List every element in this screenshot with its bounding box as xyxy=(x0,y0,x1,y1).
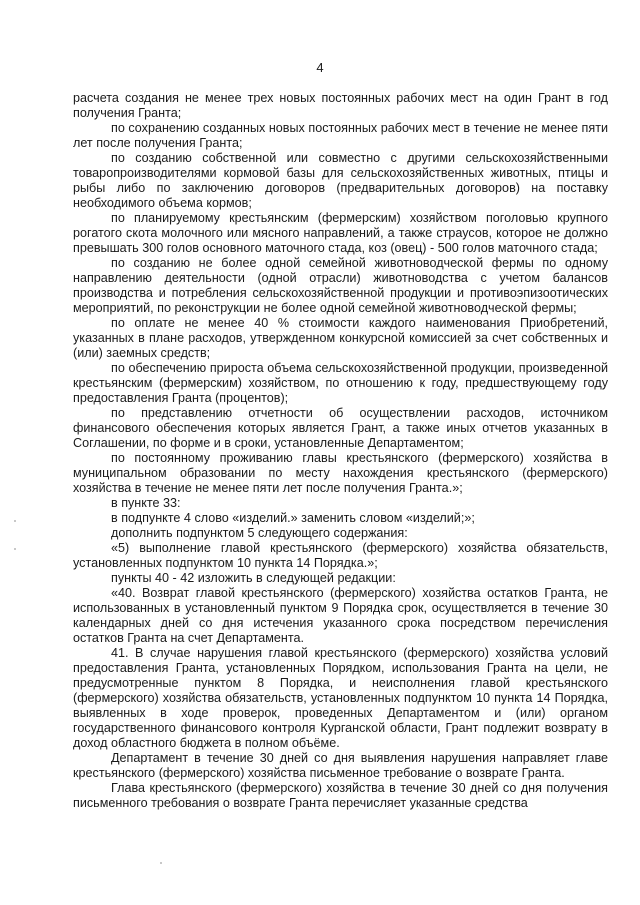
paragraph-6: по оплате не менее 40 % стоимости каждого наименования Приобретений, указанных в плане расходов, утвержденном конкурсной комиссией за счет собственных и (или) заемных средств; xyxy=(73,316,608,360)
paragraph-10: в пункте 33: xyxy=(111,496,181,510)
paragraph-14: пункты 40 - 42 изложить в следующей редакции: xyxy=(111,571,396,585)
paragraph-8: по представлению отчетности об осуществлении расходов, источником финансового обеспечения которых является Грант, а также иных отчетов указанных в Соглашении, по форме и в сроки, установленные Департаментом; xyxy=(73,406,608,450)
paragraph-7: по обеспечению прироста объема сельскохозяйственной продукции, произведенной крестьянским (фермерским) хозяйством, по отношению к году, предшествующему году предоставления Гранта (процентов); xyxy=(73,361,608,405)
paragraph-9: по постоянному проживанию главы крестьянского (фермерского) хозяйства в муниципальном образовании по месту нахождения крестьянского (фермерского) хозяйства в течение не менее пяти лет после получения Гранта.»; xyxy=(73,451,608,495)
paragraph-17: Департамент в течение 30 дней со дня выявления нарушения направляет главе крестьянского (фермерского) хозяйства письменное требование о возврате Гранта. xyxy=(73,751,608,780)
paragraph-4: по планируемому крестьянским (фермерским) хозяйством поголовью крупного рогатого скота молочного или мясного направлений, а также страусов, которое не должно превышать 300 голов основного маточного стада, коз (овец) - 500 голов маточного стада; xyxy=(73,211,608,255)
paragraph-1: расчета создания не менее трех новых постоянных рабочих мест на один Грант в год получения Гранта; xyxy=(73,91,608,120)
paragraph-3: по созданию собственной или совместно с другими сельскохозяйственными товаропроизводителями кормовой базы для сельскохозяйственных животных, птицы и рыбы либо по заключению договоров (предварительных договоров) на поставку необходимого объема кормов; xyxy=(73,151,608,210)
paragraph-5: по созданию не более одной семейной животноводческой фермы по одному направлению деятельности (одной отрасли) животноводства с учетом балансов производства и потребления сельскохозяйственной продукции и противоэпизоотических мероприятий, по реконструкции не более одной семейной животноводческой фермы; xyxy=(73,256,608,315)
paragraph-11: в подпункте 4 слово «изделий.» заменить словом «изделий;»; xyxy=(111,511,475,525)
page-number: 4 xyxy=(316,60,324,75)
paragraph-16: 41. В случае нарушения главой крестьянского (фермерского) хозяйства условий предоставления Гранта, установленных Порядком, использования Гранта на цели, не предусмотренные пунктом 8 Порядка, и неисполнения главой крестьянского (фермерского) хозяйства обязательств, установленных подпунктом 10 пункта 14 Порядка, выявленных в ходе проверок, проведенных Департаментом и (или) органом государственного финансового контроля Курганской области, Грант подлежит возврату в доход областного бюджета в полном объёме. xyxy=(73,646,608,750)
paragraph-12: дополнить подпунктом 5 следующего содержания: xyxy=(111,526,408,540)
paragraph-15: «40. Возврат главой крестьянского (фермерского) хозяйства остатков Гранта, не использованных в установленный пунктом 9 Порядка срок, осуществляется в течение 30 календарных дней со дня истечения указанного срока посредством перечисления остатков Гранта на счет Департамента. xyxy=(73,586,608,645)
document-body xyxy=(73,91,608,811)
scan-speck xyxy=(160,862,162,864)
paragraph-2: по сохранению созданных новых постоянных рабочих мест в течение не менее пяти лет после получения Гранта; xyxy=(73,121,608,150)
scan-speck xyxy=(14,520,16,522)
scan-speck xyxy=(14,548,16,550)
paragraph-18: Глава крестьянского (фермерского) хозяйства в течение 30 дней со дня получения письменного требования о возврате Гранта перечисляет указанные средства xyxy=(73,781,608,810)
paragraph-13: «5) выполнение главой крестьянского (фермерского) хозяйства обязательств, установленных подпунктом 10 пункта 14 Порядка.»; xyxy=(73,541,608,570)
